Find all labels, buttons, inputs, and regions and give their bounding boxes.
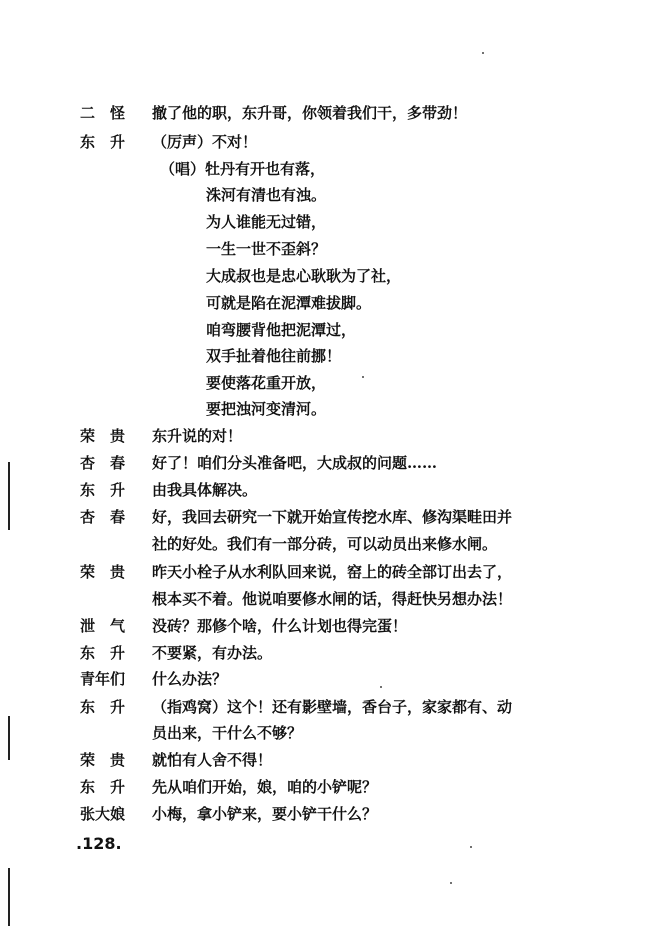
speaker-name: 青年们 [80,670,126,688]
speaker-name: 泄 气 [80,617,126,635]
line-text: 洙河有清也有浊。 [206,186,327,204]
scan-artifact [362,376,364,378]
scan-artifact [380,686,382,688]
line-text: 撤了他的职，东升哥，你领着我们干，多带劲！ [152,104,468,122]
line-text: 先从咱们开始，娘，咱的小铲呢？ [152,778,378,796]
scan-artifact [470,846,472,848]
page-number: .128. [76,834,122,853]
line-text: 双手扯着他往前挪！ [206,347,342,365]
line-text: 一生一世不歪斜？ [206,240,327,258]
speaker-name: 杏 春 [80,454,126,472]
speaker-name: 二 怪 [80,104,126,122]
scan-artifact [8,868,10,926]
scan-artifact [8,716,10,760]
line-text: 好了！咱们分头准备吧，大成叔的问题…… [152,454,438,472]
line-text: 什么办法？ [152,670,228,688]
line-text: 为人谁能无过错， [206,213,327,231]
line-text: 社的好处。我们有一部分砖，可以动员出来修水闸。 [152,535,498,553]
line-text: 昨天小栓子从水利队回来说，窑上的砖全部订出去了， [152,563,513,581]
speaker-name: 东 升 [80,644,126,662]
line-text: （指鸡窝）这个！还有影壁墙，香台子，家家都有、动 [152,698,513,716]
speaker-name: 东 升 [80,133,126,151]
scan-artifact [8,462,10,530]
line-text: 东升说的对！ [152,427,243,445]
line-text: 不要紧，有办法。 [152,644,273,662]
speaker-name: 荣 贵 [80,427,126,445]
line-text: 由我具体解决。 [152,481,258,499]
line-text: （厉声）不对！ [152,133,258,151]
speaker-name: 荣 贵 [80,751,126,769]
line-text: 咱弯腰背他把泥潭过， [206,321,357,339]
line-text: 没砖？那修个啥，什么计划也得完蛋！ [152,617,408,635]
line-text: 大成叔也是忠心耿耿为了社， [206,267,402,285]
speaker-name: 张大娘 [80,805,126,823]
speaker-name: 杏 春 [80,508,126,526]
line-text: 要把浊河变清河。 [206,400,327,418]
speaker-name: 荣 贵 [80,563,126,581]
scan-artifact [450,882,452,884]
line-text: （唱）牡丹有开也有落， [160,160,326,178]
line-text: 小梅，拿小铲来，要小铲干什么？ [152,805,378,823]
scan-artifact [482,52,484,54]
speaker-name: 东 升 [80,778,126,796]
line-text: 要使落花重开放， [206,374,327,392]
speaker-name: 东 升 [80,698,126,716]
speaker-name: 东 升 [80,481,126,499]
line-text: 员出来，干什么不够？ [152,724,303,742]
line-text: 就怕有人舍不得！ [152,751,273,769]
line-text: 根本买不着。他说咱要修水闸的话，得赶快另想办法！ [152,590,513,608]
line-text: 好，我回去研究一下就开始宣传挖水库、修沟渠畦田并 [152,508,513,526]
line-text: 可就是陷在泥潭难拔脚。 [206,294,372,312]
